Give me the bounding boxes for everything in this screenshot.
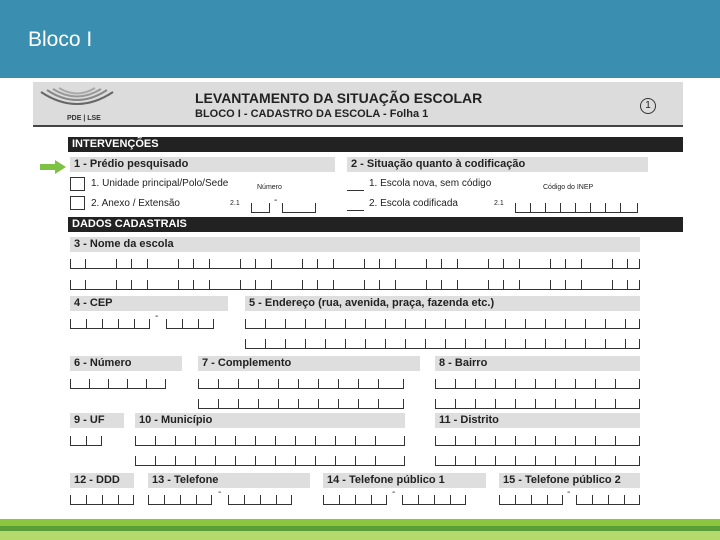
distrito-row-1[interactable] — [435, 435, 640, 446]
numero-field[interactable] — [70, 378, 166, 389]
field-numero: 6 - Número — [70, 356, 182, 371]
logo-text: PDE | LSE — [67, 115, 101, 122]
cep-dash: - — [155, 311, 159, 322]
option-escola-nova: 1. Escola nova, sem código — [369, 178, 492, 189]
telefone-publico-1-field-a[interactable] — [323, 494, 387, 505]
nome-escola-row-1[interactable] — [70, 258, 640, 269]
telefone-dash: - — [218, 487, 222, 498]
sheet-number-badge: 1 — [640, 98, 656, 114]
arrow-icon — [40, 160, 66, 174]
bairro-row-2[interactable] — [435, 398, 640, 409]
section-intervencoes: INTERVENÇÕES — [68, 137, 683, 152]
option-escola-codificada: 2. Escola codificada — [369, 198, 458, 209]
bairro-row-1[interactable] — [435, 378, 640, 389]
bottom-accent-bar — [0, 519, 720, 540]
telefone-publico-1-field-b[interactable] — [402, 494, 466, 505]
telefone-publico-2-dash: - — [567, 487, 571, 498]
field-nome-escola: 3 - Nome da escola — [70, 237, 640, 252]
field-distrito: 11 - Distrito — [435, 413, 640, 428]
field-endereco: 5 - Endereço (rua, avenida, praça, fazenda etc.) — [245, 296, 640, 311]
field-telefone-publico-1: 14 - Telefone público 1 — [323, 473, 486, 488]
section-dados-cadastrais: DADOS CADASTRAIS — [68, 217, 683, 232]
checkbox-anexo-extensao[interactable] — [70, 196, 85, 210]
option-unidade-principal: 1. Unidade principal/Polo/Sede — [91, 178, 229, 189]
ddd-field[interactable] — [70, 494, 134, 505]
municipio-row-1[interactable] — [135, 435, 405, 446]
field-situacao-codificacao: 2 - Situação quanto à codificação — [347, 157, 648, 172]
telefone-publico-2-field-a[interactable] — [499, 494, 563, 505]
field-ddd: 12 - DDD — [70, 473, 134, 488]
nome-escola-row-2[interactable] — [70, 279, 640, 290]
form-title: LEVANTAMENTO DA SITUAÇÃO ESCOLAR — [195, 90, 483, 106]
field-bairro: 8 - Bairro — [435, 356, 640, 371]
form-header — [33, 82, 683, 127]
uf-field[interactable] — [70, 435, 102, 446]
slide-title: Bloco I — [28, 28, 93, 51]
field-telefone: 13 - Telefone — [148, 473, 310, 488]
cep-field-a[interactable] — [70, 318, 150, 329]
form-subtitle: BLOCO I - CADASTRO DA ESCOLA - Folha 1 — [195, 108, 429, 120]
inep-code-field[interactable] — [515, 202, 638, 213]
checkbox-unidade-principal[interactable] — [70, 177, 85, 191]
code-2-1-right: 2.1 — [494, 200, 504, 207]
line-escola-nova[interactable] — [347, 190, 364, 191]
code-2-1-left: 2.1 — [230, 200, 240, 207]
form-scan — [33, 82, 683, 512]
anexo-code-field-b[interactable] — [282, 202, 316, 213]
dash: - — [274, 195, 278, 206]
telefone-publico-2-field-b[interactable] — [576, 494, 640, 505]
option-anexo-extensao: 2. Anexo / Extensão — [91, 198, 180, 209]
field-predio-pesquisado: 1 - Prédio pesquisado — [70, 157, 335, 172]
field-complemento: 7 - Complemento — [198, 356, 420, 371]
telefone-publico-1-dash: - — [392, 487, 396, 498]
numero-label: Número — [257, 184, 282, 191]
field-uf: 9 - UF — [70, 413, 124, 428]
complemento-row-2[interactable] — [198, 398, 404, 409]
telefone-field-a[interactable] — [148, 494, 212, 505]
field-municipio: 10 - Município — [135, 413, 405, 428]
endereco-row-2[interactable] — [245, 338, 640, 349]
endereco-row-1[interactable] — [245, 318, 640, 329]
field-cep: 4 - CEP — [70, 296, 228, 311]
anexo-code-field-a[interactable] — [251, 202, 270, 213]
slide-header — [0, 0, 720, 78]
cep-field-b[interactable] — [166, 318, 214, 329]
field-telefone-publico-2: 15 - Telefone público 2 — [499, 473, 640, 488]
municipio-row-2[interactable] — [135, 455, 405, 466]
distrito-row-2[interactable] — [435, 455, 640, 466]
inep-label: Código do INEP — [543, 184, 594, 191]
line-escola-codificada[interactable] — [347, 210, 364, 211]
complemento-row-1[interactable] — [198, 378, 404, 389]
telefone-field-b[interactable] — [228, 494, 292, 505]
